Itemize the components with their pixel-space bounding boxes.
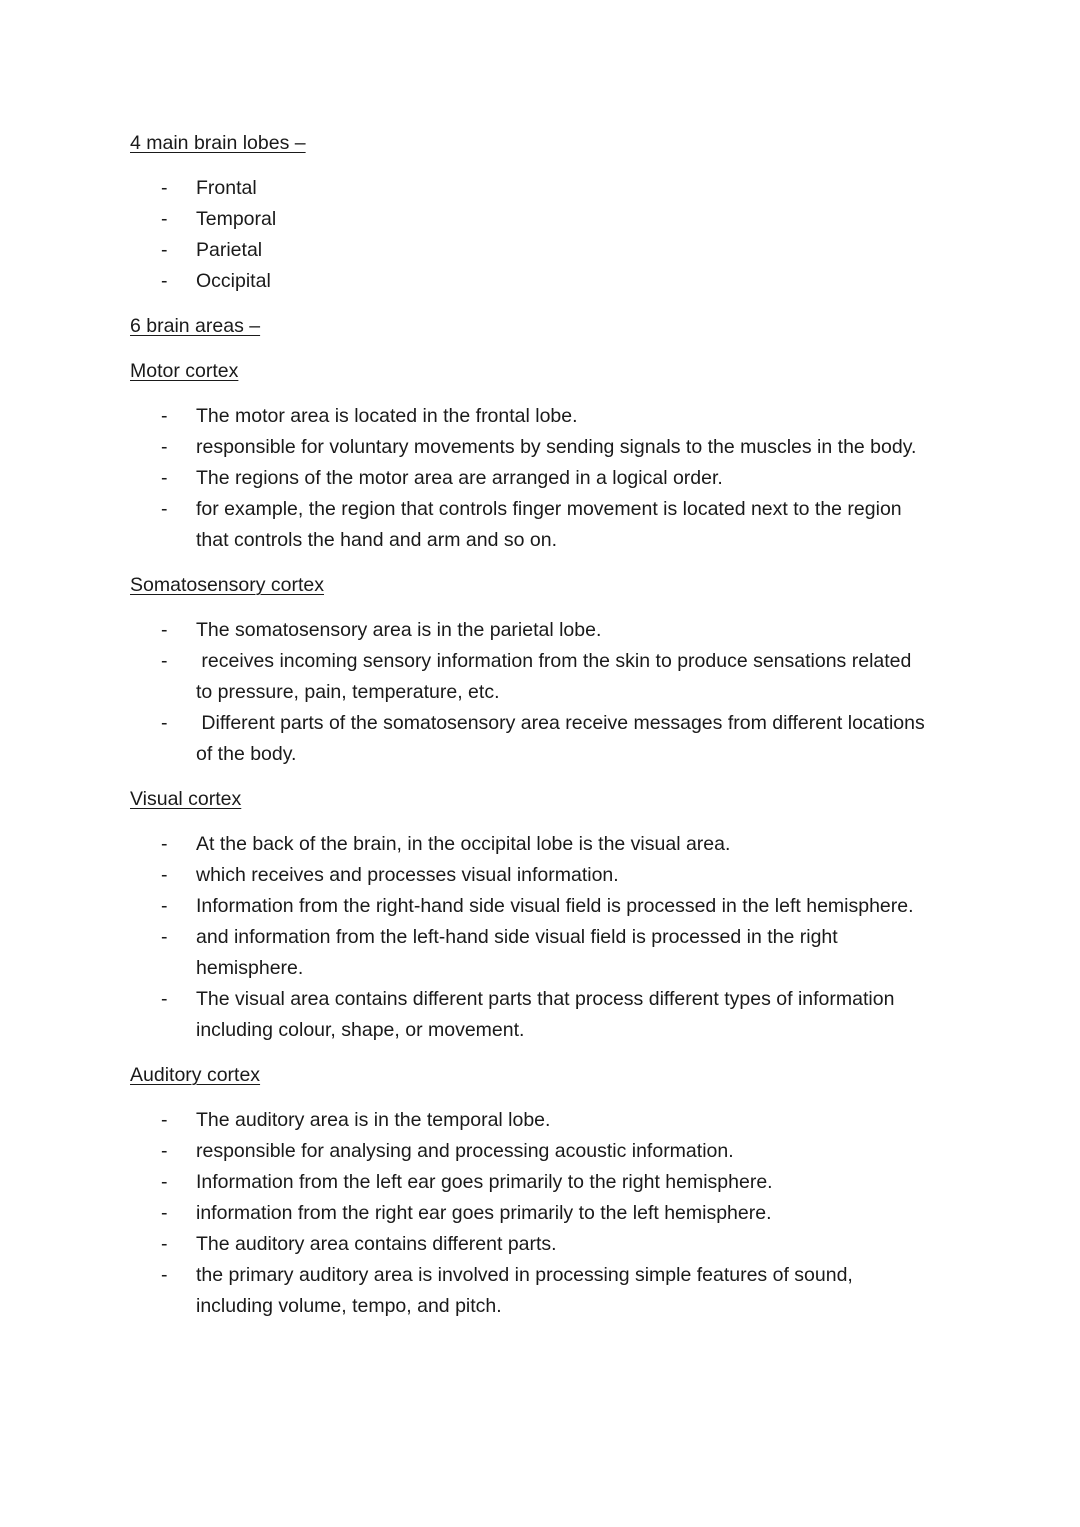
list-item: - responsible for voluntary movements by sending signals to the muscles in the body. [130, 432, 930, 463]
list-item: - and information from the left-hand side visual field is processed in the right hemisphere. [130, 922, 930, 984]
list-item: - for example, the region that controls finger movement is located next to the region that controls the hand and arm and so on. [130, 494, 930, 556]
dash-bullet: - [161, 436, 168, 458]
dash-bullet: - [161, 270, 168, 292]
dash-bullet: - [161, 1264, 168, 1286]
auditory-heading: Auditory cortex [130, 1064, 261, 1086]
list-item: - Occipital [130, 266, 930, 297]
list-item: - The somatosensory area is in the parietal lobe. [130, 615, 930, 646]
dash-bullet: - [161, 712, 168, 734]
dash-bullet: - [161, 1171, 168, 1193]
dash-bullet: - [161, 177, 168, 199]
document-content [130, 128, 930, 1322]
dash-bullet: - [161, 1109, 168, 1131]
list-item: - receives incoming sensory information from the skin to produce sensations related to pressure, pain, temperature, etc. [130, 646, 930, 708]
list-item: - Information from the left ear goes primarily to the right hemisphere. [130, 1167, 930, 1198]
auditory-list [130, 1105, 930, 1322]
list-item: - At the back of the brain, in the occipital lobe is the visual area. [130, 829, 930, 860]
dash-bullet: - [161, 239, 168, 261]
dash-bullet: - [161, 650, 168, 672]
list-item: - The auditory area is in the temporal lobe. [130, 1105, 930, 1136]
list-item: - The auditory area contains different parts. [130, 1229, 930, 1260]
somatosensory-heading: Somatosensory cortex [130, 574, 325, 596]
list-item: - Parietal [130, 235, 930, 266]
areas-heading: 6 brain areas – [130, 315, 261, 337]
list-item: - information from the right ear goes primarily to the left hemisphere. [130, 1198, 930, 1229]
list-item: - Temporal [130, 204, 930, 235]
dash-bullet: - [161, 208, 168, 230]
visual-heading: Visual cortex [130, 788, 242, 810]
dash-bullet: - [161, 833, 168, 855]
dash-bullet: - [161, 926, 168, 948]
dash-bullet: - [161, 498, 168, 520]
list-item: - The motor area is located in the frontal lobe. [130, 401, 930, 432]
dash-bullet: - [161, 1202, 168, 1224]
list-item: - Frontal [130, 173, 930, 204]
dash-bullet: - [161, 619, 168, 641]
list-item: - the primary auditory area is involved in processing simple features of sound, including volume, tempo, and pitch. [130, 1260, 930, 1322]
list-item: - responsible for analysing and processing acoustic information. [130, 1136, 930, 1167]
lobes-heading: 4 main brain lobes – [130, 132, 306, 154]
list-item: - The regions of the motor area are arranged in a logical order. [130, 463, 930, 494]
list-item: - The visual area contains different parts that process different types of information including colour, shape, or movement. [130, 984, 930, 1046]
list-item: - Different parts of the somatosensory area receive messages from different locations of the body. [130, 708, 930, 770]
somatosensory-list [130, 615, 930, 770]
list-item: - Information from the right-hand side visual field is processed in the left hemisphere. [130, 891, 930, 922]
motor-list [130, 401, 930, 556]
motor-heading: Motor cortex [130, 360, 239, 382]
dash-bullet: - [161, 405, 168, 427]
dash-bullet: - [161, 895, 168, 917]
dash-bullet: - [161, 1140, 168, 1162]
dash-bullet: - [161, 1233, 168, 1255]
list-item: - which receives and processes visual information. [130, 860, 930, 891]
lobes-list [130, 173, 930, 297]
dash-bullet: - [161, 988, 168, 1010]
dash-bullet: - [161, 864, 168, 886]
visual-list [130, 829, 930, 1046]
dash-bullet: - [161, 467, 168, 489]
